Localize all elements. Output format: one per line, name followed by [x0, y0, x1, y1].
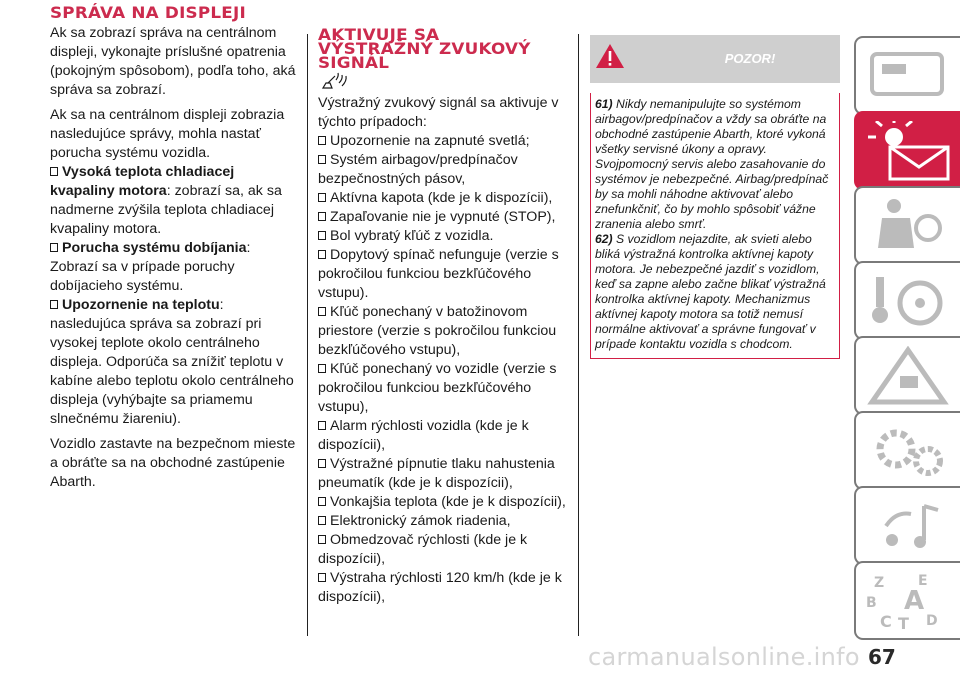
list-item: Bol vybratý kľúč z vozidla.	[318, 227, 570, 246]
warning-note: 62) S vozidlom nejazdite, ak svieti alebo bliká výstražná kontrolka aktívnej kapoty motora. Je nebezpečné jazdiť s vozidlom, keď sa zapne alebo začne blikať výstražná kontrolka aktívnej kapoty. Mechanizmus aktívnej kapoty motora sa totiž nemusí normálne aktivovať a správne fungovať v prípade kontaktu vozidla s chodcom.	[595, 232, 826, 351]
seatbelt-person-icon	[866, 196, 956, 256]
list-item: Upozornenie na zapnuté svetlá;	[318, 132, 570, 151]
gears-icon	[866, 421, 956, 481]
list-item: Systém airbagov/predpínačov bezpečnostných pásov,	[318, 152, 518, 187]
warning-lights-envelope-icon	[866, 121, 956, 183]
bullet-square-icon	[318, 212, 326, 221]
paragraph: Výstražný zvukový signál sa aktivuje v týchto prípadoch:	[318, 95, 559, 130]
list-item: Aktívna kapota (kde je k dispozícii),	[318, 189, 570, 208]
list-item: Zapaľovanie nie je vypnuté (STOP),	[318, 208, 570, 227]
warning-box	[590, 93, 840, 359]
bullet-square-icon	[318, 459, 326, 468]
index-letter: T	[898, 614, 909, 631]
bullet-square-icon	[318, 136, 326, 145]
warning-header	[590, 35, 840, 83]
list-item: Dopytový spínač nefunguje (verzie s pokročilou funkciou bezkľúčového vstupu).	[318, 247, 559, 301]
buzzer-case-list	[318, 132, 570, 607]
page-number: 67	[868, 645, 896, 669]
bullet-square-icon	[318, 516, 326, 525]
bullet-square-icon	[50, 300, 58, 309]
tab-emergency[interactable]	[854, 336, 960, 415]
list-item: Výstražné pípnutie tlaku nahustenia pneumatík (kde je k dispozícii),	[318, 456, 555, 491]
bullet-square-icon	[318, 155, 326, 164]
list-item: Alarm rýchlosti vozidla (kde je k dispozícii),	[318, 418, 529, 453]
column-warning-buzzer	[318, 6, 570, 607]
paragraph: Ak sa na centrálnom displeji zobrazia nasledujúce správy, mohla nastať porucha systému vozidla.	[50, 107, 285, 161]
bullet-square-icon	[318, 497, 326, 506]
list-item: Vysoká teplota chladiacej kvapaliny motora: zobrazí sa, ak sa nadmerne zvýšila teplota chladiacej kvapaliny motora.	[50, 164, 282, 237]
index-letter: B	[866, 595, 877, 611]
bullet-square-icon	[318, 535, 326, 544]
tab-multimedia[interactable]	[854, 486, 960, 565]
column-display-messages	[50, 3, 300, 492]
bullet-square-icon	[318, 231, 326, 240]
section-heading-line: VÝSTRAŽNÝ ZVUKOVÝ	[318, 39, 531, 58]
index-letter: C	[880, 612, 892, 631]
column-divider	[307, 34, 308, 636]
section-heading-line: AKTIVUJE SA	[318, 25, 440, 44]
index-letter: D	[926, 613, 938, 629]
column-divider	[578, 34, 579, 636]
column-warning	[590, 6, 840, 359]
section-heading-display-message: SPRÁVA NA DISPLEJI	[50, 3, 246, 22]
tab-safety[interactable]	[854, 186, 960, 265]
index-letter: A	[904, 586, 925, 616]
index-letters-icon	[866, 571, 956, 631]
bullet-square-icon	[50, 167, 58, 176]
index-letter: E	[918, 573, 928, 589]
bullet-square-icon	[318, 421, 326, 430]
list-item: Kľúč ponechaný v batožinovom priestore (verzie s pokročilou funkciou bezkľúčového vstupu),	[318, 304, 557, 358]
multimedia-music-icon	[866, 496, 956, 556]
bullet-square-icon	[318, 364, 326, 373]
list-item: Upozornenie na teplotu: nasledujúca správa sa zobrazí pri vysokej teplote okolo centrálneho displeja. Odporúča sa znížiť teplotu v kabíne alebo teplotu okolo centrálneho displeja (vyhýbajte sa priamemu slnečnému žiareniu).	[50, 297, 294, 427]
dashboard-icon	[866, 46, 956, 106]
list-item: Kľúč ponechaný vo vozidle (verzie s pokročilou funkciou bezkľúčového vstupu),	[318, 361, 557, 415]
index-letter: Z	[874, 575, 885, 591]
emergency-triangle-icon	[866, 346, 956, 406]
paragraph: Ak sa zobrazí správa na centrálnom displeji, vykonajte príslušné opatrenia (pokojným spôsobom), podľa toho, aká správa sa zobrazí.	[50, 25, 296, 98]
tab-maintenance[interactable]	[854, 411, 960, 490]
bullet-square-icon	[50, 243, 58, 252]
key-steering-wheel-icon	[866, 271, 956, 331]
warning-note: 61) Nikdy nemanipulujte so systémom airbagov/predpínačov a vždy sa obráťte na obchodné zastúpenie Abarth, ktoré vykoná všetky servisné úkony a opravy. Svojpomocný servis alebo zasahovanie do systémov je nebezpečné. Airbag/predpínač by sa mohli náhodne aktivovať alebo znefunkčniť, čo by mohlo spôsobiť vážne zranenia alebo smrť.	[595, 97, 829, 231]
tab-dashboard[interactable]	[854, 36, 960, 115]
bullet-square-icon	[318, 573, 326, 582]
paragraph: Vozidlo zastavte na bezpečnom mieste a obráťte sa na obchodné zastúpenie Abarth.	[50, 436, 296, 490]
warning-title: POZOR!	[724, 51, 776, 66]
bullet-square-icon	[318, 307, 326, 316]
bullet-square-icon	[318, 250, 326, 259]
section-heading-line: SIGNÁL	[318, 53, 390, 72]
list-item: Obmedzovač rýchlosti (kde je k dispozícii),	[318, 532, 528, 567]
list-item: Elektronický zámok riadenia,	[318, 512, 570, 531]
list-item: Porucha systému dobíjania: Zobrazí sa v prípade poruchy dobíjacieho systému.	[50, 240, 251, 294]
list-item: Vonkajšia teplota (kde je k dispozícii),	[318, 493, 570, 512]
watermark: carmanualsonline.info	[588, 643, 860, 671]
tab-starting-driving[interactable]	[854, 261, 960, 340]
bullet-square-icon	[318, 193, 326, 202]
tab-warning-lights[interactable]	[854, 111, 960, 190]
buzzer-icon	[320, 72, 570, 94]
list-item: Výstraha rýchlosti 120 km/h (kde je k dispozícii),	[318, 570, 562, 605]
tab-index[interactable]	[854, 561, 960, 640]
